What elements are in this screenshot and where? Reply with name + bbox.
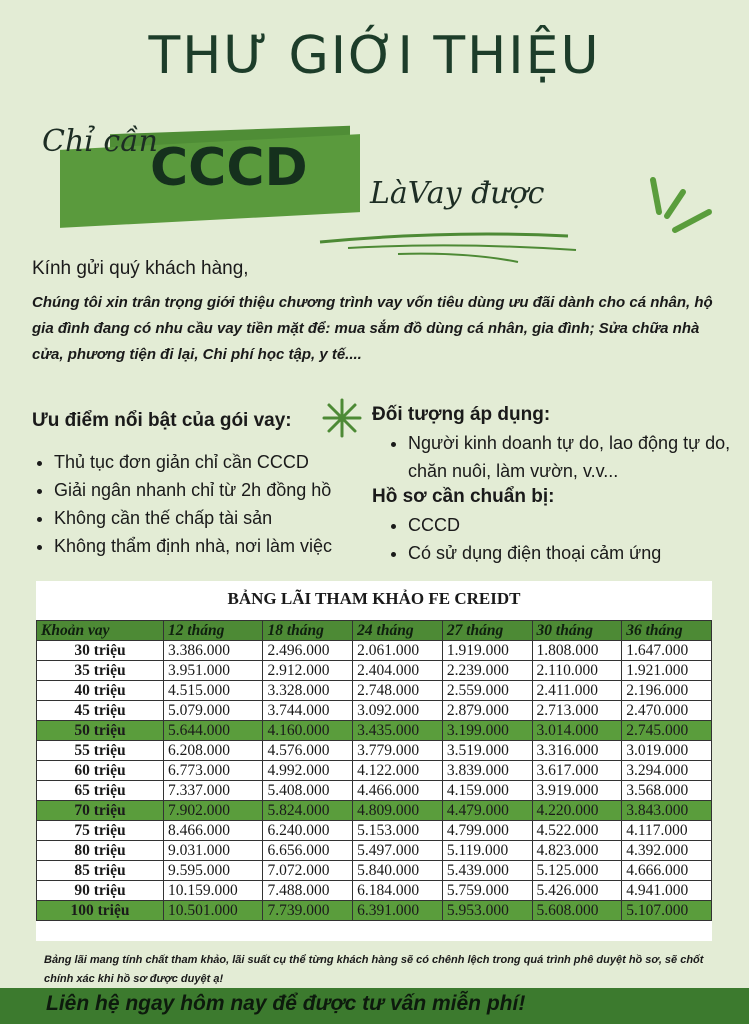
table-row xyxy=(37,641,712,661)
column-header: 12 tháng xyxy=(164,621,263,641)
loan-amount-cell: 30 triệu xyxy=(37,641,164,661)
payment-cell: 5.439.000 xyxy=(442,861,532,881)
payment-cell: 2.196.000 xyxy=(622,681,712,701)
payment-cell: 4.823.000 xyxy=(532,841,622,861)
payment-cell: 6.208.000 xyxy=(164,741,263,761)
payment-cell: 2.496.000 xyxy=(263,641,353,661)
payment-cell: 3.199.000 xyxy=(442,721,532,741)
table-row xyxy=(37,881,712,901)
payment-cell: 3.014.000 xyxy=(532,721,622,741)
loan-amount-cell: 80 triệu xyxy=(37,841,164,861)
payment-cell: 6.773.000 xyxy=(164,761,263,781)
payment-cell: 5.119.000 xyxy=(442,841,532,861)
payment-cell: 7.072.000 xyxy=(263,861,353,881)
payment-cell: 4.809.000 xyxy=(353,801,443,821)
rate-table xyxy=(36,620,712,921)
payment-cell: 3.779.000 xyxy=(353,741,443,761)
payment-cell: 4.666.000 xyxy=(622,861,712,881)
loan-amount-cell: 85 triệu xyxy=(37,861,164,881)
payment-cell: 4.799.000 xyxy=(442,821,532,841)
payment-cell: 3.617.000 xyxy=(532,761,622,781)
payment-cell: 10.501.000 xyxy=(164,901,263,921)
audience-heading: Đối tượng áp dụng: xyxy=(372,404,551,425)
list-item: • Không thẩm định nhà, nơi làm việc xyxy=(54,532,374,560)
rate-table-title: BẢNG LÃI THAM KHẢO FE CREIDT xyxy=(227,589,521,608)
payment-cell: 3.316.000 xyxy=(532,741,622,761)
payment-cell: 2.745.000 xyxy=(622,721,712,741)
payment-cell: 4.122.000 xyxy=(353,761,443,781)
payment-cell: 4.941.000 xyxy=(622,881,712,901)
payment-cell: 4.522.000 xyxy=(532,821,622,841)
column-header: 36 tháng xyxy=(622,621,712,641)
payment-cell: 5.824.000 xyxy=(263,801,353,821)
table-row xyxy=(37,901,712,921)
payment-cell: 3.568.000 xyxy=(622,781,712,801)
loan-amount-cell: 45 triệu xyxy=(37,701,164,721)
payment-cell: 3.951.000 xyxy=(164,661,263,681)
intro-paragraph: Chúng tôi xin trân trọng giới thiệu chương trình vay vốn tiêu dùng ưu đãi dành cho cá nhân, hộ gia đình đang có nhu cầu vay tiền mặt để: mua sắm đồ dùng cá nhân, gia đình; Sửa chữa nhà cửa, phương tiện đi lại, Chi phí học tập, y tế.... xyxy=(32,294,713,363)
payment-cell: 3.519.000 xyxy=(442,741,532,761)
payment-cell: 2.110.000 xyxy=(532,661,622,681)
payment-cell: 5.125.000 xyxy=(532,861,622,881)
payment-cell: 9.031.000 xyxy=(164,841,263,861)
payment-cell: 4.576.000 xyxy=(263,741,353,761)
payment-cell: 7.739.000 xyxy=(263,901,353,921)
payment-cell: 10.159.000 xyxy=(164,881,263,901)
column-header: 24 tháng xyxy=(353,621,443,641)
table-header-row xyxy=(37,621,712,641)
table-row xyxy=(37,861,712,881)
payment-cell: 4.515.000 xyxy=(164,681,263,701)
table-row xyxy=(37,761,712,781)
payment-cell: 6.656.000 xyxy=(263,841,353,861)
loan-amount-cell: 55 triệu xyxy=(37,741,164,761)
documents-heading: Hồ sơ cần chuẩn bị: xyxy=(372,486,555,507)
column-header: Khoản vay xyxy=(37,621,164,641)
payment-cell: 2.879.000 xyxy=(442,701,532,721)
payment-cell: 3.919.000 xyxy=(532,781,622,801)
table-row xyxy=(37,841,712,861)
table-row xyxy=(37,821,712,841)
payment-cell: 3.386.000 xyxy=(164,641,263,661)
list-item: • Giải ngân nhanh chỉ từ 2h đồng hồ xyxy=(54,476,374,504)
payment-cell: 3.839.000 xyxy=(442,761,532,781)
list-item: • Có sử dụng điện thoại cảm ứng xyxy=(408,539,748,567)
payment-cell: 4.466.000 xyxy=(353,781,443,801)
payment-cell: 4.117.000 xyxy=(622,821,712,841)
loan-amount-cell: 75 triệu xyxy=(37,821,164,841)
payment-cell: 5.426.000 xyxy=(532,881,622,901)
audience-list xyxy=(386,429,748,485)
payment-cell: 2.748.000 xyxy=(353,681,443,701)
payment-cell: 5.153.000 xyxy=(353,821,443,841)
payment-cell: 4.392.000 xyxy=(622,841,712,861)
loan-amount-cell: 35 triệu xyxy=(37,661,164,681)
table-row xyxy=(37,681,712,701)
table-row xyxy=(37,741,712,761)
column-header: 30 tháng xyxy=(532,621,622,641)
payment-cell: 5.953.000 xyxy=(442,901,532,921)
payment-cell: 2.713.000 xyxy=(532,701,622,721)
star-icon xyxy=(322,398,362,438)
payment-cell: 3.294.000 xyxy=(622,761,712,781)
payment-cell: 5.840.000 xyxy=(353,861,443,881)
payment-cell: 2.239.000 xyxy=(442,661,532,681)
payment-cell: 3.435.000 xyxy=(353,721,443,741)
payment-cell: 3.843.000 xyxy=(622,801,712,821)
swoosh-decoration xyxy=(318,228,578,268)
table-row xyxy=(37,721,712,741)
payment-cell: 3.092.000 xyxy=(353,701,443,721)
payment-cell: 8.466.000 xyxy=(164,821,263,841)
payment-cell: 3.019.000 xyxy=(622,741,712,761)
footer-cta: Liên hệ ngay hôm nay để được tư vấn miễn phí! xyxy=(46,992,526,1015)
payment-cell: 2.411.000 xyxy=(532,681,622,701)
advantages-heading: Ưu điểm nổi bật của gói vay: xyxy=(32,410,292,431)
payment-cell: 6.240.000 xyxy=(263,821,353,841)
payment-cell: 5.759.000 xyxy=(442,881,532,901)
payment-cell: 2.912.000 xyxy=(263,661,353,681)
list-item: • Người kinh doanh tự do, lao động tự do, chăn nuôi, làm vườn, v.v... xyxy=(408,429,748,485)
column-header: 27 tháng xyxy=(442,621,532,641)
payment-cell: 6.184.000 xyxy=(353,881,443,901)
payment-cell: 4.159.000 xyxy=(442,781,532,801)
payment-cell: 4.160.000 xyxy=(263,721,353,741)
payment-cell: 3.328.000 xyxy=(263,681,353,701)
table-row xyxy=(37,701,712,721)
loan-amount-cell: 100 triệu xyxy=(37,901,164,921)
loan-amount-cell: 70 triệu xyxy=(37,801,164,821)
payment-cell: 6.391.000 xyxy=(353,901,443,921)
payment-cell: 5.608.000 xyxy=(532,901,622,921)
payment-cell: 4.992.000 xyxy=(263,761,353,781)
payment-cell: 2.404.000 xyxy=(353,661,443,681)
loan-amount-cell: 65 triệu xyxy=(37,781,164,801)
payment-cell: 5.107.000 xyxy=(622,901,712,921)
column-header: 18 tháng xyxy=(263,621,353,641)
list-item: • Không cần thế chấp tài sản xyxy=(54,504,374,532)
rate-table-box xyxy=(36,581,712,941)
payment-cell: 4.220.000 xyxy=(532,801,622,821)
greeting: Kính gửi quý khách hàng, xyxy=(32,258,249,279)
script-chi-can: Chỉ cần xyxy=(42,124,158,159)
payment-cell: 5.079.000 xyxy=(164,701,263,721)
payment-cell: 7.902.000 xyxy=(164,801,263,821)
payment-cell: 1.919.000 xyxy=(442,641,532,661)
payment-cell: 1.647.000 xyxy=(622,641,712,661)
loan-amount-cell: 40 triệu xyxy=(37,681,164,701)
payment-cell: 2.061.000 xyxy=(353,641,443,661)
table-row xyxy=(37,781,712,801)
payment-cell: 3.744.000 xyxy=(263,701,353,721)
payment-cell: 5.408.000 xyxy=(263,781,353,801)
loan-amount-cell: 90 triệu xyxy=(37,881,164,901)
payment-cell: 5.644.000 xyxy=(164,721,263,741)
table-row xyxy=(37,661,712,681)
page-title: THƯ GIỚI THIỆU xyxy=(148,26,601,86)
loan-amount-cell: 50 triệu xyxy=(37,721,164,741)
payment-cell: 5.497.000 xyxy=(353,841,443,861)
payment-cell: 1.921.000 xyxy=(622,661,712,681)
payment-cell: 1.808.000 xyxy=(532,641,622,661)
banner-cccd: CCCD xyxy=(150,138,308,198)
disclaimer-note: Bảng lãi mang tính chất tham khảo, lãi suất cụ thể từng khách hàng sẽ có chênh lệch trong quá trình phê duyệt hồ sơ, sẽ chốt chính xác khi hồ sơ được duyệt ạ! xyxy=(44,954,704,985)
payment-cell: 7.337.000 xyxy=(164,781,263,801)
advantages-list xyxy=(32,448,374,560)
payment-cell: 2.470.000 xyxy=(622,701,712,721)
script-la-vay-duoc: LàVay được xyxy=(370,176,545,211)
table-row xyxy=(37,801,712,821)
accent-strokes-icon xyxy=(645,172,715,242)
documents-list xyxy=(386,511,748,567)
payment-cell: 2.559.000 xyxy=(442,681,532,701)
payment-cell: 7.488.000 xyxy=(263,881,353,901)
list-item: • CCCD xyxy=(408,511,748,539)
payment-cell: 4.479.000 xyxy=(442,801,532,821)
list-item: • Thủ tục đơn giản chỉ cần CCCD xyxy=(54,448,374,476)
payment-cell: 9.595.000 xyxy=(164,861,263,881)
loan-amount-cell: 60 triệu xyxy=(37,761,164,781)
